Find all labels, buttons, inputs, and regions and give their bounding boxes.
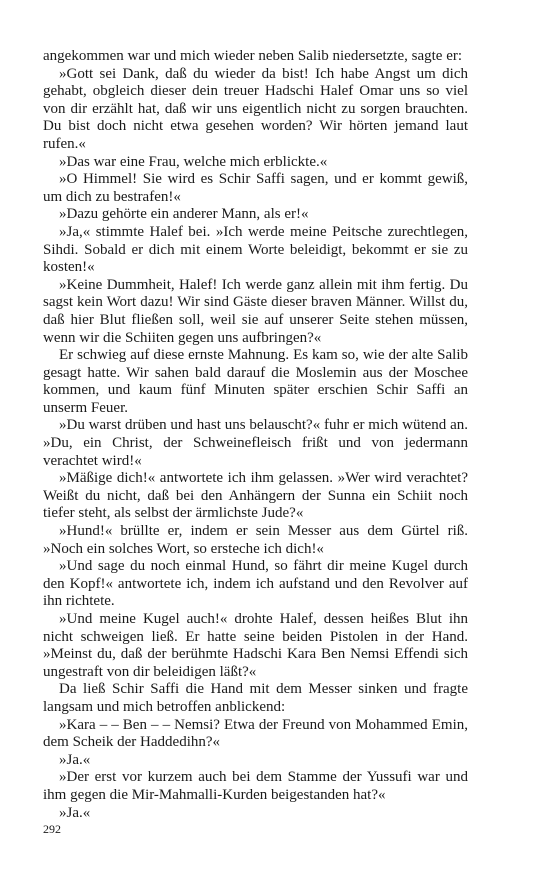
paragraph: »Keine Dummheit, Halef! Ich werde ganz allein mit ihm fertig. Du sagst kein Wort dazu! Wir sind Gäste dieser braven Männer. Willst du, daß hier Blut fließen soll, weil sie auf unserer Seite stehen müssen, wenn wir die Schiiten gegen uns aufbringen?« xyxy=(43,276,468,346)
paragraph: »Ja,« stimmte Halef bei. »Ich werde meine Peitsche zurechtlegen, Sihdi. Sobald er dich mit einem Worte beleidigt, bekommt er sie zu kosten!« xyxy=(43,223,468,276)
paragraph: »Dazu gehörte ein anderer Mann, als er!« xyxy=(59,206,309,223)
paragraph: »Du warst drüben und hast uns belauscht?« fuhr er mich wütend an. »Du, ein Christ, der Schweinefleisch frißt und von jedermann verachtet wird!« xyxy=(43,417,468,469)
paragraph: »Und meine Kugel auch!« drohte Halef, dessen heißes Blut ihn nicht schweigen ließ. Er hatte seine beiden Pistolen in der Hand. »Meinst du, daß der berühmte Hadschi Kara Ben Nemsi Effendi sich ungestraft von dir beleidigen läßt?« xyxy=(43,611,468,680)
paragraph: Er schwieg auf diese ernste Mahnung. Es kam so, wie der alte Salib gesagt hatte. Wir sahen bald darauf die Moslemin aus der Moschee kommen, und kaum fünf Minuten später erschien Schir Saffi an unserm Feuer. xyxy=(43,347,468,416)
paragraph: »Der erst vor kurzem auch bei dem Stamme der Yussufi war und ihm gegen die Mir-Mahmalli-Kurden beigestanden hat?« xyxy=(43,769,468,803)
paragraph: Da ließ Schir Saffi die Hand mit dem Messer sinken und fragte langsam und mich betroffen anblickend: xyxy=(43,681,468,715)
paragraph: »Ja.« xyxy=(59,804,91,821)
paragraph: »O Himmel! Sie wird es Schir Saffi sagen, und er kommt gewiß, um dich zu bestrafen!« xyxy=(43,171,468,205)
paragraph: »Und sage du noch einmal Hund, so fährt dir meine Kugel durch den Kopf!« antwortete ich, indem ich aufstand und den Revolver auf ihn richtete. xyxy=(43,558,468,610)
paragraph: »Hund!« brüllte er, indem er sein Messer aus dem Gürtel riß. »Noch ein solches Wort, so ersteche ich dich!« xyxy=(43,523,468,557)
paragraph: »Kara – – Ben – – Nemsi? Etwa der Freund von Mohammed Emin, dem Scheik der Haddedihn?« xyxy=(43,716,468,751)
paragraph: »Mäßige dich!« antwortete ich ihm gelassen. »Wer wird verachtet? Weißt du nicht, daß bei den Anhängern der Sunna ein Schiit noch tiefer steht, als selbst der ärmlichste Jude?« xyxy=(43,470,468,522)
body-text xyxy=(43,48,468,822)
page-number: 292 xyxy=(43,822,61,836)
paragraph: »Ja.« xyxy=(59,751,91,768)
paragraph-continuation: angekommen war und mich wieder neben Salib niedersetzte, sagte er: xyxy=(43,48,463,64)
paragraph: »Gott sei Dank, daß du wieder da bist! Ich habe Angst um dich gehabt, obgleich dieser dein treuer Hadschi Halef Omar uns so viel von dir erzählt hat, daß wir uns eigentlich nicht zu sorgen brauchten. Du bist doch nicht etwa gesehen worden? Wir hörten jemand laut rufen.« xyxy=(43,65,468,152)
paragraph: »Das war eine Frau, welche mich erblickte.« xyxy=(59,153,328,170)
